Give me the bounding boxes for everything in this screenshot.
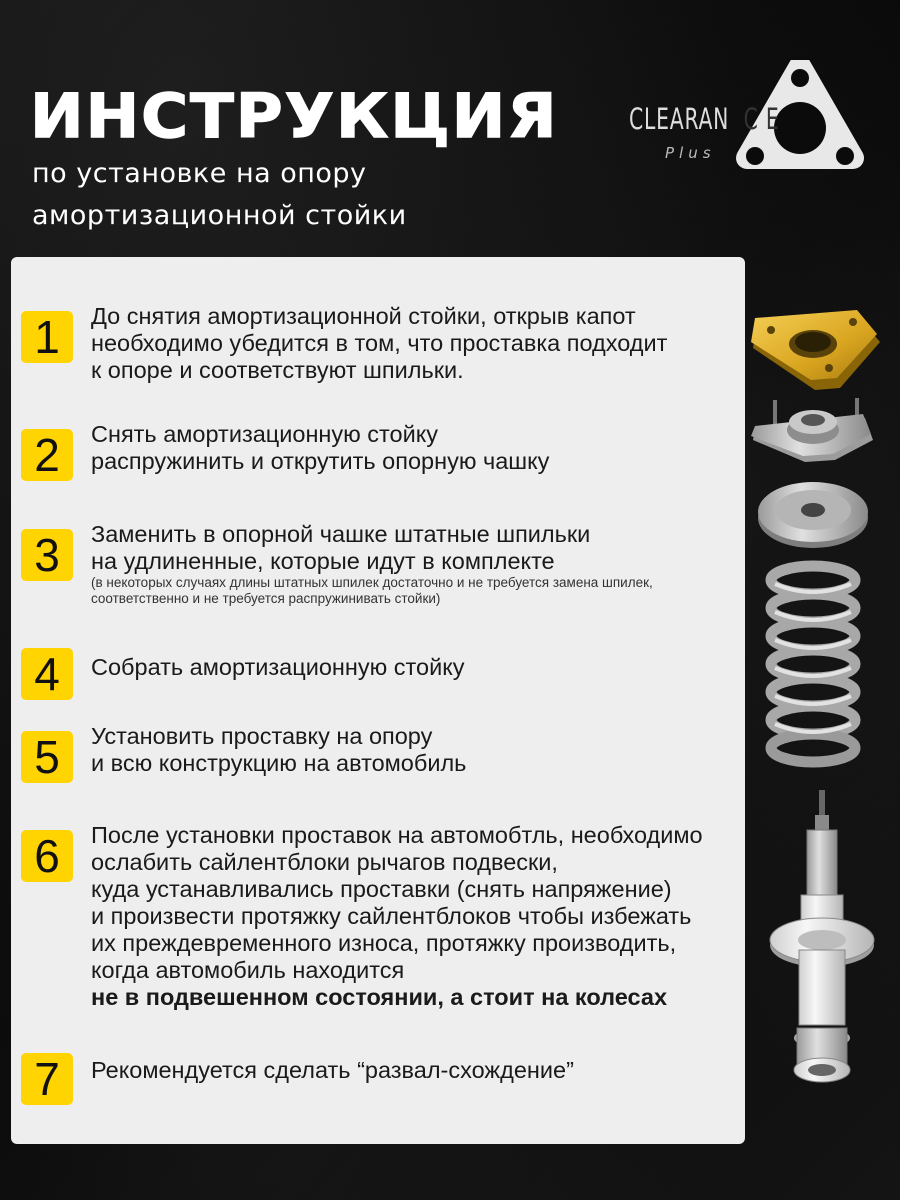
- step-note: (в некоторых случаях длины штатных шпилек достаточно и не требуется замена шпилек,: [91, 575, 653, 590]
- step-line: Собрать амортизационную стойку: [91, 654, 465, 680]
- step-line: необходимо убедится в том, что проставка подходит: [91, 330, 668, 356]
- step-number-badge: 2: [21, 429, 73, 481]
- step-line: на удлиненные, которые идут в комплекте: [91, 548, 555, 574]
- step-number-badge: 1: [21, 311, 73, 363]
- step-text: [91, 654, 741, 681]
- step-number-badge: 6: [21, 830, 73, 882]
- step-number-badge: 3: [21, 529, 73, 581]
- step-text: [91, 521, 741, 607]
- subtitle-line-1: по установке на опору: [32, 158, 367, 189]
- instruction-card: [11, 257, 745, 1144]
- step-line: к опоре и соответствуют шпильки.: [91, 357, 464, 383]
- step-line: После установки проставок на автомобтль, необходимо: [91, 822, 703, 848]
- step-number-badge: 7: [21, 1053, 73, 1105]
- step-note: соответственно и не требуется распружинивать стойки): [91, 591, 441, 606]
- step-line: когда автомобиль находится: [91, 957, 405, 983]
- step-line: ослабить сайлентблоки рычагов подвески,: [91, 849, 558, 875]
- step-line-emphasis: не в подвешенном состоянии, а стоит на колесах: [91, 984, 668, 1010]
- step-line: и произвести протяжку сайлентблоков чтобы избежать: [91, 903, 692, 929]
- step-number-badge: 5: [21, 731, 73, 783]
- step-line: и всю конструкцию на автомобиль: [91, 750, 467, 776]
- step-number-badge: 4: [21, 648, 73, 700]
- spring-seat-icon: [758, 482, 868, 548]
- logo-subtitle: Plus: [665, 144, 716, 162]
- spacer-plate-icon: [751, 310, 880, 390]
- step-text: [91, 303, 741, 384]
- step-line: Снять амортизационную стойку: [91, 421, 439, 447]
- step-line: куда устанавливались проставки (снять напряжение): [91, 876, 672, 902]
- step-line: распружинить и открутить опорную чашку: [91, 448, 550, 474]
- step-text: [91, 723, 741, 777]
- step-line: Установить проставку на опору: [91, 723, 433, 749]
- strut-assembly-illustration: [745, 300, 900, 1120]
- step-line: их преждевременного износа, протяжку производить,: [91, 930, 677, 956]
- step-text: [91, 421, 741, 475]
- subtitle-line-2: амортизационной стойки: [32, 200, 407, 231]
- logo-wordmark: CLEARAN C E: [629, 102, 780, 136]
- step-text: [91, 1057, 741, 1084]
- step-line: Рекомендуется сделать “развал-схождение”: [91, 1057, 574, 1083]
- shock-absorber-icon: [770, 790, 874, 1082]
- page-title: ИНСТРУКЦИЯ: [30, 82, 559, 153]
- step-text: [91, 822, 741, 1011]
- strut-mount-icon: [751, 398, 873, 462]
- brand-logo: [625, 60, 865, 190]
- step-line: Заменить в опорной чашке штатные шпильки: [91, 521, 591, 547]
- step-line: До снятия амортизационной стойки, открыв капот: [91, 303, 636, 329]
